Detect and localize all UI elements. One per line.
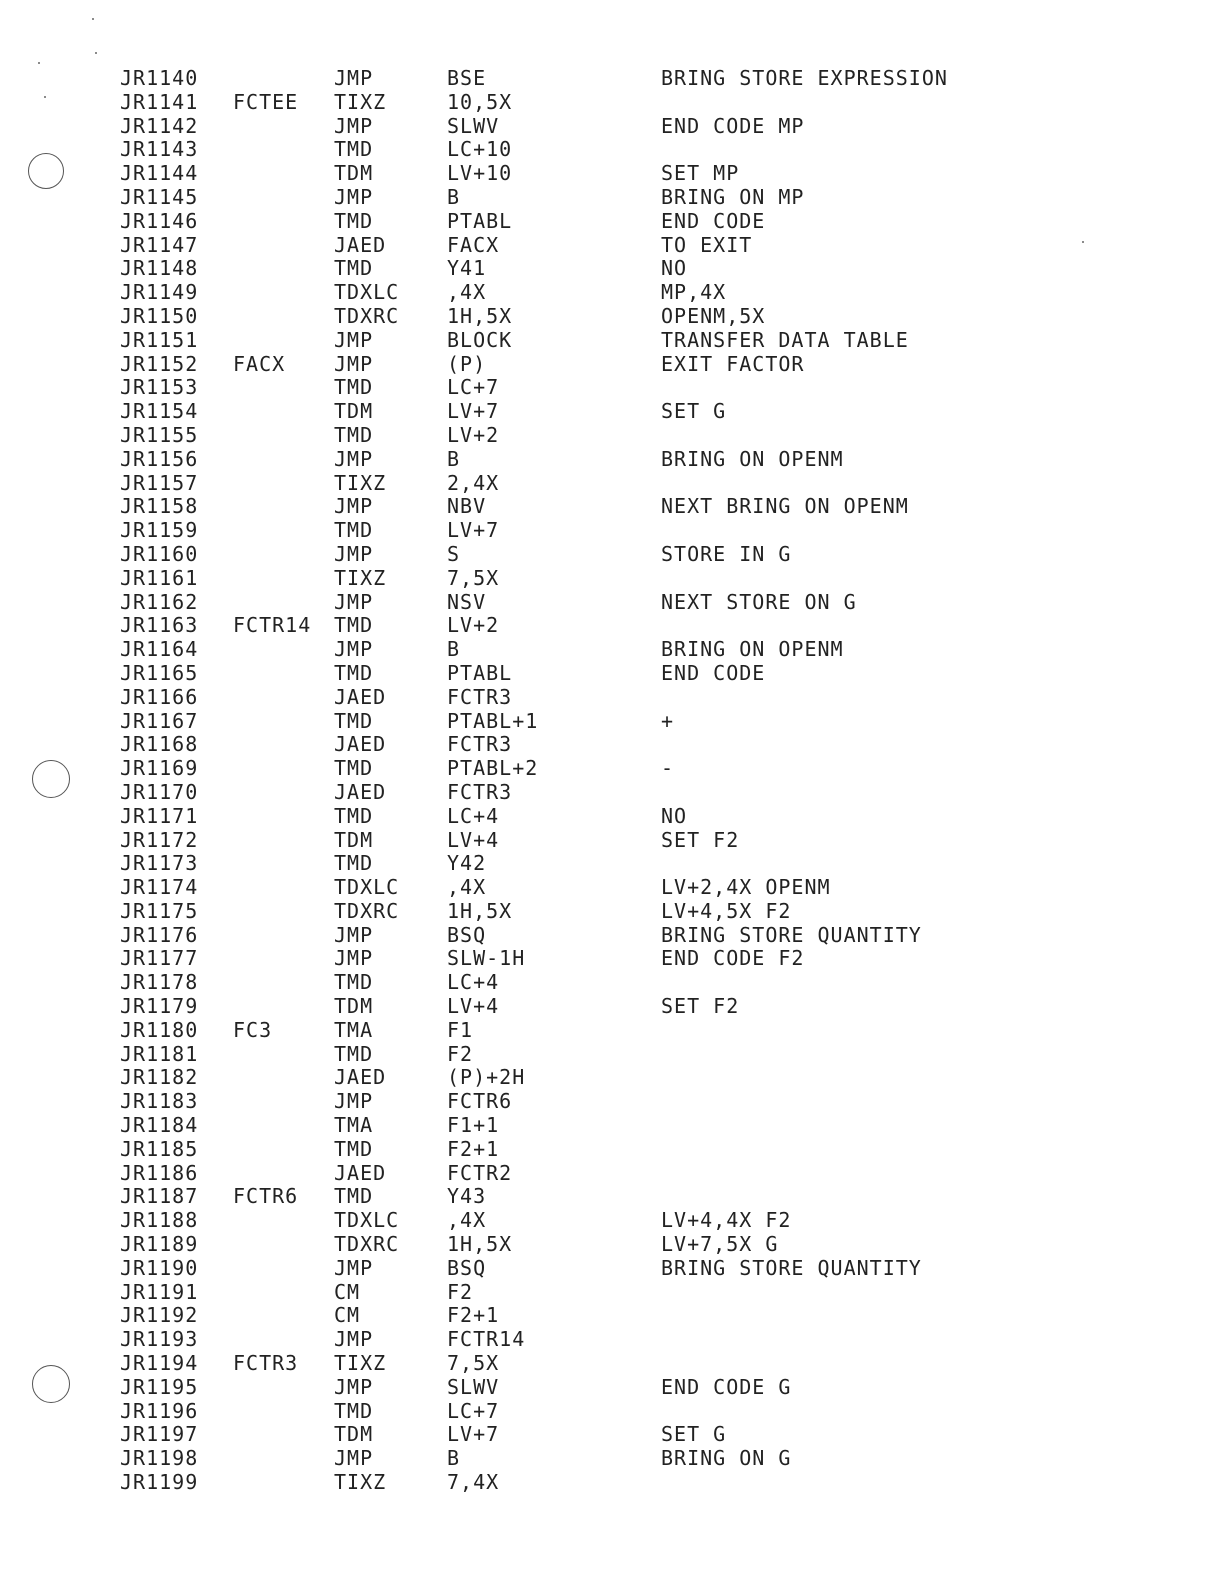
operation-code: TIXZ [334,565,387,590]
operand-field: LC+7 [447,375,500,400]
sequence-number: JR1175 [120,898,199,923]
listing-line [120,234,1020,258]
listing-line [120,353,1020,377]
operation-code: TMD [334,660,374,685]
sequence-number: JR1196 [120,1398,199,1423]
operand-field: (P)+2H [447,1065,526,1090]
sequence-number: JR1173 [120,851,199,876]
operation-code: JMP [334,589,374,614]
operand-field: ,4X [447,280,487,305]
comment-field: BRING ON OPENM [661,637,844,662]
punch-hole [32,760,70,798]
comment-field: BRING STORE QUANTITY [661,1255,922,1280]
listing-line [120,1162,1020,1186]
operand-field: LV+2 [447,422,500,447]
sequence-number: JR1172 [120,827,199,852]
listing-line [120,591,1020,615]
comment-field: LV+2,4X OPENM [661,875,831,900]
listing-line [120,876,1020,900]
operand-field: FACX [447,232,500,257]
operand-field: PTABL [447,208,513,233]
comment-field: TO EXIT [661,232,753,257]
sequence-number: JR1140 [120,66,199,90]
comment-field: MP,4X [661,280,727,305]
sequence-number: JR1185 [120,1136,199,1161]
operation-code: JMP [334,946,374,971]
operation-code: TDM [334,994,374,1019]
operand-field: FCTR3 [447,732,513,757]
scan-speck [1082,241,1084,243]
operation-code: TMD [334,1041,374,1066]
operand-field: FCTR3 [447,779,513,804]
operand-field: F1+1 [447,1113,500,1138]
operand-field: NBV [447,494,487,519]
operand-field: LV+4 [447,994,500,1019]
listing-line [120,1114,1020,1138]
operand-field: FCTR2 [447,1160,513,1185]
operation-code: JMP [334,1255,374,1280]
sequence-number: JR1150 [120,303,199,328]
sequence-number: JR1144 [120,161,199,186]
listing-line [120,686,1020,710]
sequence-number: JR1141 [120,89,199,114]
operand-field: ,4X [447,1208,487,1233]
punch-hole [32,1365,70,1403]
operation-code: TDXRC [334,1232,400,1257]
operation-code: TMD [334,613,374,638]
listing-line [120,852,1020,876]
operand-field: Y43 [447,1184,487,1209]
operation-code: TMD [334,137,374,162]
comment-field: END CODE [661,208,766,233]
comment-field: STORE IN G [661,541,792,566]
operation-code: TDXRC [334,898,400,923]
operand-field: S [447,541,461,566]
sequence-number: JR1145 [120,184,199,209]
listing-line [120,1471,1020,1495]
sequence-number: JR1177 [120,946,199,971]
listing-line [120,257,1020,281]
scan-speck [95,52,97,54]
sequence-number: JR1179 [120,994,199,1019]
operation-code: TIXZ [334,470,387,495]
operation-code: JAED [334,684,387,709]
listing-line [120,1376,1020,1400]
operation-code: JMP [334,327,374,352]
sequence-number: JR1154 [120,399,199,424]
comment-field: SET F2 [661,994,740,1019]
comment-field: - [661,756,675,781]
operation-code: TIXZ [334,1470,387,1495]
comment-field: BRING ON OPENM [661,446,844,471]
sequence-number: JR1153 [120,375,199,400]
sequence-number: JR1197 [120,1422,199,1447]
comment-field: BRING ON G [661,1446,792,1471]
sequence-number: JR1157 [120,470,199,495]
listing-line [120,1138,1020,1162]
sequence-number: JR1158 [120,494,199,519]
sequence-number: JR1184 [120,1113,199,1138]
operation-code: TDXRC [334,303,400,328]
operation-code: TMD [334,375,374,400]
listing-line [120,91,1020,115]
operand-field: PTABL+2 [447,756,539,781]
listing-line [120,424,1020,448]
label-field: FCTR6 [233,1184,299,1209]
comment-field: TRANSFER DATA TABLE [661,327,909,352]
label-field: FC3 [233,1017,273,1042]
operation-code: JAED [334,232,387,257]
scan-speck [92,18,94,20]
operation-code: TDXLC [334,1208,400,1233]
sequence-number: JR1188 [120,1208,199,1233]
comment-field: NO [661,256,688,281]
comment-field: EXIT FACTOR [661,351,805,376]
operand-field: F2+1 [447,1303,500,1328]
comment-field: NO [661,803,688,828]
listing-line [120,400,1020,424]
listing-line [120,1090,1020,1114]
operand-field: BSE [447,66,487,90]
operand-field: FCTR14 [447,1327,526,1352]
operation-code: TMD [334,970,374,995]
label-field: FACX [233,351,286,376]
sequence-number: JR1155 [120,422,199,447]
listing-line [120,281,1020,305]
operation-code: JMP [334,66,374,90]
operation-code: JMP [334,1327,374,1352]
listing-line [120,329,1020,353]
sequence-number: JR1148 [120,256,199,281]
sequence-number: JR1187 [120,1184,199,1209]
listing-line [120,543,1020,567]
operation-code: TDXLC [334,280,400,305]
operation-code: TMD [334,1184,374,1209]
operation-code: JMP [334,637,374,662]
comment-field: LV+4,5X F2 [661,898,792,923]
operation-code: CM [334,1303,361,1328]
sequence-number: JR1156 [120,446,199,471]
operation-code: TDM [334,1422,374,1447]
operation-code: JAED [334,1160,387,1185]
operand-field: LV+7 [447,1422,500,1447]
listing-line [120,829,1020,853]
listing-line [120,567,1020,591]
operation-code: JMP [334,922,374,947]
listing-line [120,1447,1020,1471]
operation-code: JMP [334,184,374,209]
sequence-number: JR1192 [120,1303,199,1328]
operand-field: 7,4X [447,1470,500,1495]
operand-field: 7,5X [447,565,500,590]
operand-field: SLWV [447,1374,500,1399]
listing-line [120,162,1020,186]
sequence-number: JR1168 [120,732,199,757]
operation-code: JMP [334,494,374,519]
listing-line [120,1185,1020,1209]
operand-field: FCTR6 [447,1089,513,1114]
operation-code: TMD [334,803,374,828]
sequence-number: JR1195 [120,1374,199,1399]
sequence-number: JR1194 [120,1351,199,1376]
operand-field: LV+7 [447,399,500,424]
listing-line [120,614,1020,638]
comment-field: NEXT STORE ON G [661,589,857,614]
sequence-number: JR1149 [120,280,199,305]
label-field: FCTR3 [233,1351,299,1376]
scan-speck [38,62,40,64]
listing-line [120,1400,1020,1424]
listing-line [120,115,1020,139]
sequence-number: JR1199 [120,1470,199,1495]
operand-field: BSQ [447,922,487,947]
operation-code: TMA [334,1017,374,1042]
listing-line [120,1066,1020,1090]
listing-line [120,1209,1020,1233]
operand-field: B [447,637,461,662]
comment-field: END CODE F2 [661,946,805,971]
comment-field: + [661,708,675,733]
comment-field: OPENM,5X [661,303,766,328]
sequence-number: JR1167 [120,708,199,733]
listing-line [120,138,1020,162]
scan-speck [44,96,46,98]
listing-line [120,210,1020,234]
operand-field: LC+4 [447,803,500,828]
operand-field: LC+10 [447,137,513,162]
listing-line [120,1281,1020,1305]
sequence-number: JR1164 [120,637,199,662]
sequence-number: JR1171 [120,803,199,828]
operand-field: 2,4X [447,470,500,495]
listing-line [120,662,1020,686]
listing-line [120,472,1020,496]
listing-line [120,995,1020,1019]
sequence-number: JR1180 [120,1017,199,1042]
operation-code: TMD [334,1398,374,1423]
comment-field: LV+7,5X G [661,1232,779,1257]
listing-line [120,495,1020,519]
sequence-number: JR1176 [120,922,199,947]
listing-line [120,805,1020,829]
sequence-number: JR1143 [120,137,199,162]
sequence-number: JR1152 [120,351,199,376]
listing-line [120,1423,1020,1447]
operand-field: B [447,1446,461,1471]
operand-field: (P) [447,351,487,376]
sequence-number: JR1163 [120,613,199,638]
label-field: FCTR14 [233,613,312,638]
operand-field: 1H,5X [447,303,513,328]
comment-field: SET F2 [661,827,740,852]
listing-line [120,638,1020,662]
operand-field: LV+4 [447,827,500,852]
label-field: FCTEE [233,89,299,114]
listing-line [120,710,1020,734]
operand-field: F2 [447,1041,474,1066]
listing-line [120,971,1020,995]
operand-field: FCTR3 [447,684,513,709]
sequence-number: JR1191 [120,1279,199,1304]
sequence-number: JR1170 [120,779,199,804]
operation-code: TDXLC [334,875,400,900]
listing-line [120,733,1020,757]
comment-field: NEXT BRING ON OPENM [661,494,909,519]
operation-code: TIXZ [334,89,387,114]
sequence-number: JR1166 [120,684,199,709]
listing-line [120,1328,1020,1352]
operand-field: SLWV [447,113,500,138]
operation-code: TMD [334,422,374,447]
operand-field: LV+10 [447,161,513,186]
operand-field: 1H,5X [447,898,513,923]
operand-field: F2+1 [447,1136,500,1161]
comment-field: BRING ON MP [661,184,805,209]
listing-line [120,448,1020,472]
sequence-number: JR1159 [120,518,199,543]
operation-code: JAED [334,732,387,757]
operand-field: NSV [447,589,487,614]
operation-code: JMP [334,1374,374,1399]
operand-field: BLOCK [447,327,513,352]
listing-line [120,900,1020,924]
operand-field: F1 [447,1017,474,1042]
sequence-number: JR1161 [120,565,199,590]
listing-line [120,305,1020,329]
listing-line [120,186,1020,210]
sequence-number: JR1189 [120,1232,199,1257]
operation-code: TMA [334,1113,374,1138]
operand-field: SLW-1H [447,946,526,971]
sequence-number: JR1146 [120,208,199,233]
operation-code: JMP [334,351,374,376]
sequence-number: JR1181 [120,1041,199,1066]
operation-code: JMP [334,541,374,566]
sequence-number: JR1190 [120,1255,199,1280]
operation-code: TMD [334,256,374,281]
operation-code: JMP [334,1446,374,1471]
operand-field: B [447,446,461,471]
listing-line [120,1043,1020,1067]
operand-field: ,4X [447,875,487,900]
listing-line [120,1257,1020,1281]
sequence-number: JR1198 [120,1446,199,1471]
comment-field: SET G [661,399,727,424]
operation-code: TMD [334,851,374,876]
operation-code: TMD [334,756,374,781]
listing-line [120,947,1020,971]
operation-code: JAED [334,1065,387,1090]
sequence-number: JR1186 [120,1160,199,1185]
comment-field: END CODE G [661,1374,792,1399]
listing-line [120,1352,1020,1376]
operand-field: 7,5X [447,1351,500,1376]
operation-code: TDM [334,827,374,852]
sequence-number: JR1174 [120,875,199,900]
operand-field: LC+7 [447,1398,500,1423]
listing-line [120,781,1020,805]
listing-line [120,1304,1020,1328]
sequence-number: JR1162 [120,589,199,614]
operation-code: TMD [334,208,374,233]
comment-field: LV+4,4X F2 [661,1208,792,1233]
listing-line [120,519,1020,543]
operation-code: JAED [334,779,387,804]
program-listing [120,67,1020,1495]
operation-code: TIXZ [334,1351,387,1376]
punch-hole [28,153,64,189]
sequence-number: JR1165 [120,660,199,685]
operand-field: PTABL [447,660,513,685]
sequence-number: JR1147 [120,232,199,257]
operand-field: LC+4 [447,970,500,995]
comment-field: BRING STORE EXPRESSION [661,66,948,90]
sequence-number: JR1178 [120,970,199,995]
comment-field: END CODE [661,660,766,685]
comment-field: END CODE MP [661,113,805,138]
operation-code: JMP [334,1089,374,1114]
operation-code: JMP [334,446,374,471]
operand-field: Y41 [447,256,487,281]
sequence-number: JR1151 [120,327,199,352]
operand-field: PTABL+1 [447,708,539,733]
listing-line [120,376,1020,400]
sequence-number: JR1160 [120,541,199,566]
operand-field: 1H,5X [447,1232,513,1257]
listing-line [120,1019,1020,1043]
sequence-number: JR1142 [120,113,199,138]
listing-line [120,757,1020,781]
operation-code: TDM [334,399,374,424]
listing-line [120,67,1020,91]
comment-field: BRING STORE QUANTITY [661,922,922,947]
sequence-number: JR1193 [120,1327,199,1352]
comment-field: SET MP [661,161,740,186]
operand-field: B [447,184,461,209]
operand-field: BSQ [447,1255,487,1280]
operation-code: TMD [334,708,374,733]
operation-code: TMD [334,518,374,543]
operation-code: TDM [334,161,374,186]
sequence-number: JR1169 [120,756,199,781]
listing-line [120,1233,1020,1257]
operation-code: CM [334,1279,361,1304]
operand-field: F2 [447,1279,474,1304]
operand-field: Y42 [447,851,487,876]
operation-code: TMD [334,1136,374,1161]
sequence-number: JR1183 [120,1089,199,1114]
operand-field: LV+7 [447,518,500,543]
operation-code: JMP [334,113,374,138]
comment-field: SET G [661,1422,727,1447]
operand-field: LV+2 [447,613,500,638]
operand-field: 10,5X [447,89,513,114]
listing-line [120,924,1020,948]
sequence-number: JR1182 [120,1065,199,1090]
